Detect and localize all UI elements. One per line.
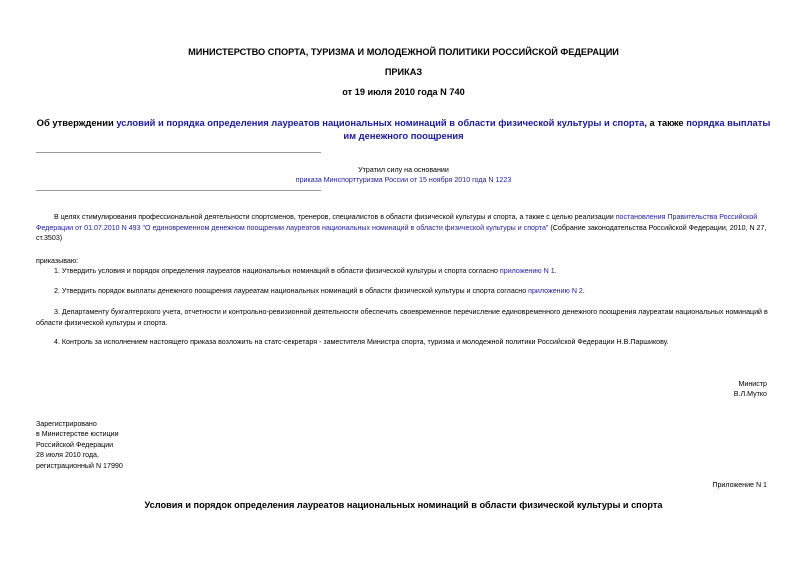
preamble-text-end: (Собрание законодательства Российской Федерации, 2010, N 27, ст.3503)	[36, 223, 767, 243]
registration-line-5: регистрационный N 17990	[36, 461, 123, 470]
annex-label: Приложение N 1	[712, 481, 767, 489]
preamble-link[interactable]: постановления Правительства Российской Федерации от 01.07.2010 N 493 "О единовременном денежном поощрении лауреатов национальных номинаций в области физической культуры и спорта"	[36, 213, 758, 232]
item-2	[36, 286, 773, 297]
item-2-end: .	[582, 287, 585, 295]
item-3: 3. Департаменту бухгалтерского учета, отчетности и контрольно-ревизионной деятельности обеспечить своевременное перечисление единовременного денежного поощрения лауреатам национальных номинаций в области физической культуры и спорта.	[36, 308, 768, 327]
divider-top	[36, 152, 321, 153]
item-1-text: 1. Утвердить условия и порядок определения лауреатов национальных номинаций в области физической культуры и спорта согласно	[54, 267, 500, 275]
divider-bottom	[36, 190, 321, 191]
status-note	[220, 165, 587, 185]
signature	[734, 379, 767, 400]
preamble	[36, 212, 773, 244]
preamble-text: В целях стимулирования профессиональной деятельности спортсменов, тренеров, специалистов в области физической культуры и спорта, а также с целью реализации	[54, 213, 616, 221]
title-prefix: Об утверждении	[36, 117, 117, 128]
annex-title: Условия и порядок определения лауреатов национальных номинаций в области физической культуры и спорта	[144, 500, 663, 510]
signature-position: Министр	[738, 380, 767, 388]
item-1-end: .	[554, 267, 557, 275]
status-link[interactable]: приказа Минспорттуризма России от 15 ноября 2010 года N 1223	[295, 176, 512, 184]
date-number-heading: от 19 июля 2010 года N 740	[342, 87, 465, 97]
registration-block	[36, 419, 123, 471]
ministry-heading: МИНИСТЕРСТВО СПОРТА, ТУРИЗМА И МОЛОДЕЖНОЙ ПОЛИТИКИ РОССИЙСКОЙ ФЕДЕРАЦИИ	[188, 47, 619, 57]
doc-type-heading: ПРИКАЗ	[384, 67, 423, 77]
title-middle: , а также	[644, 117, 687, 128]
registration-line-2: в Министерстве юстиции	[36, 430, 119, 439]
title-link-payment[interactable]: порядка выплаты им денежного поощрения	[343, 117, 771, 141]
item-4: 4. Контроль за исполнением настоящего приказа возложить на статс-секретаря - заместителя Министра спорта, туризма и молодежной политики Российской Федерации Н.В.Паршикову.	[54, 338, 669, 346]
title-link-conditions[interactable]: условий и порядка определения лауреатов национальных номинаций в области физической культуры и спорта	[116, 117, 645, 128]
item-1	[36, 266, 773, 277]
order-word: приказываю:	[36, 257, 79, 265]
order-title	[36, 116, 771, 142]
registration-line-4: 28 июля 2010 года,	[36, 451, 99, 460]
registration-line-1: Зарегистрировано	[36, 420, 97, 428]
item-1-link[interactable]: приложению N 1	[499, 267, 555, 275]
registration-line-3: Российской Федерации	[36, 440, 114, 449]
signature-name: В.Л.Мутко	[733, 390, 767, 399]
status-line: Утратил силу на основании	[358, 166, 449, 174]
item-2-text: 2. Утвердить порядок выплаты денежного поощрения лауреатам национальных номинаций в области физической культуры и спорта согласно	[54, 287, 529, 295]
item-2-link[interactable]: приложению N 2	[528, 287, 583, 295]
